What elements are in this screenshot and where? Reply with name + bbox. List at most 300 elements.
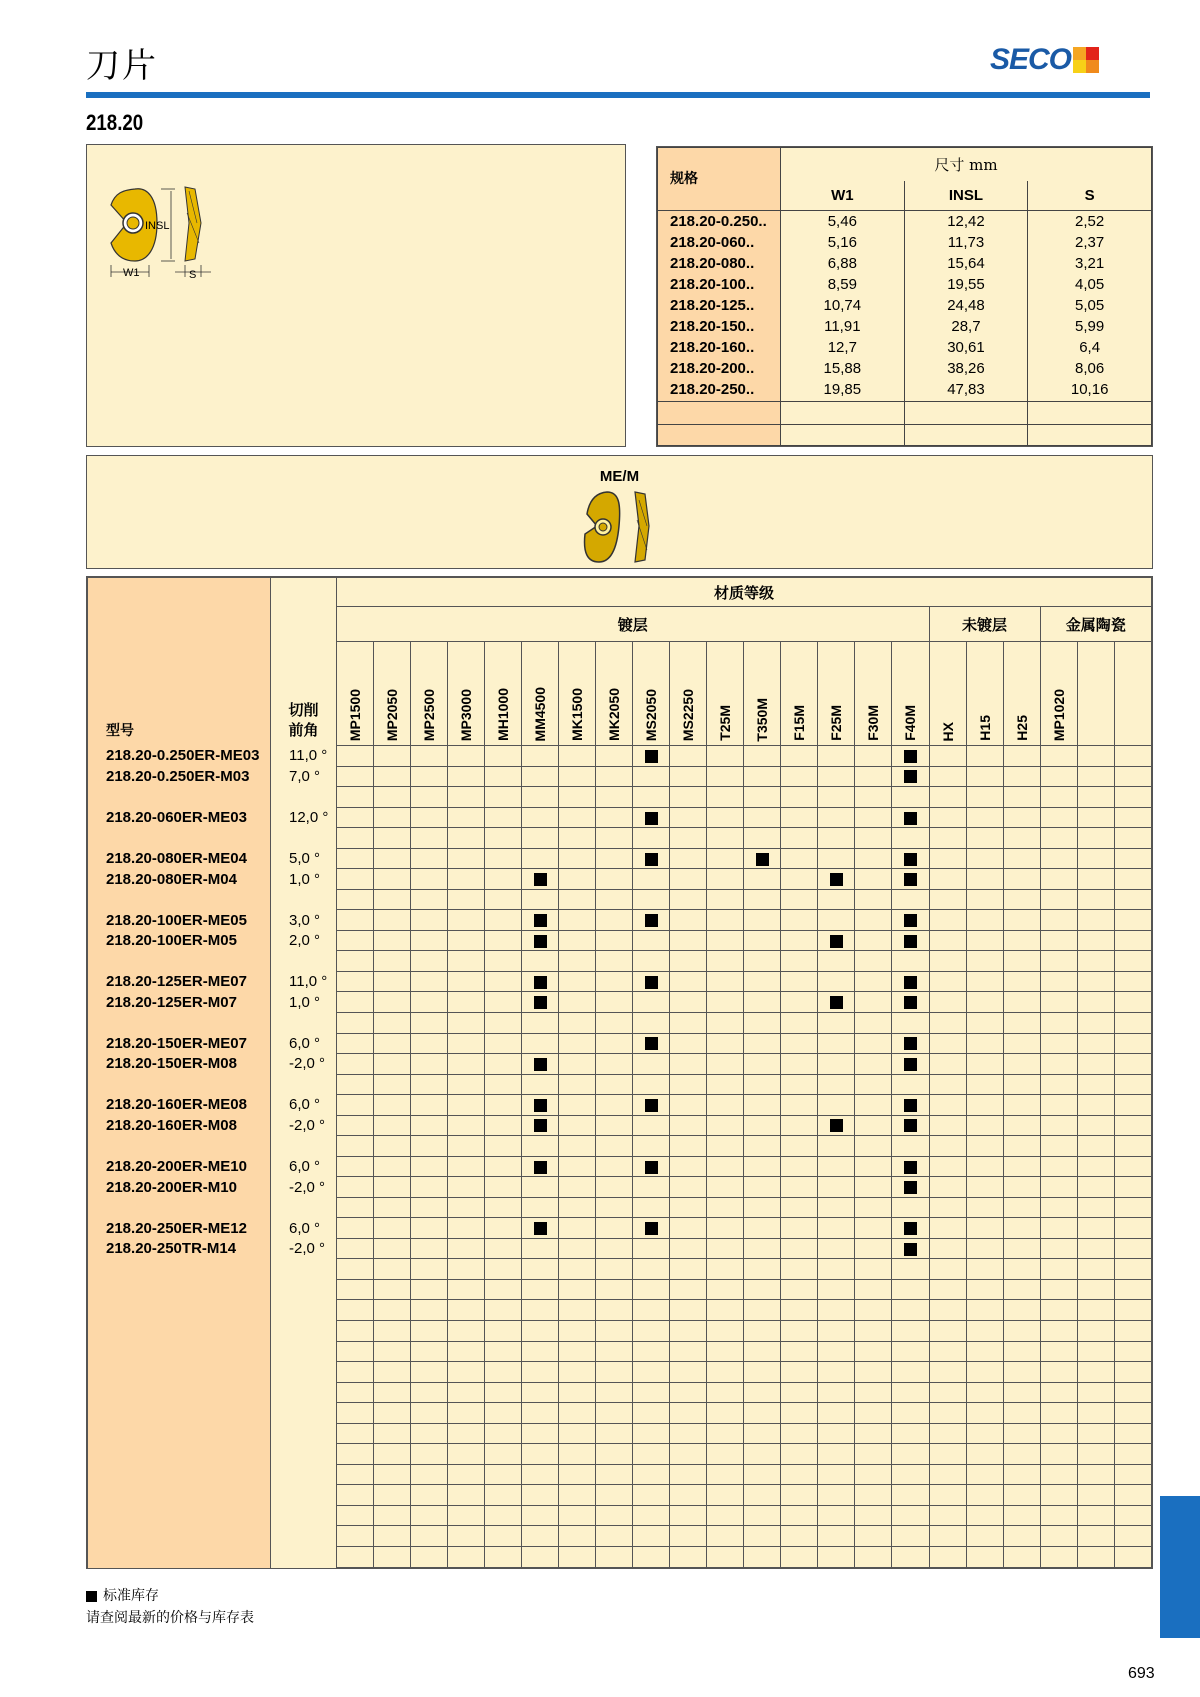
grade-cell <box>1040 1526 1077 1547</box>
grade-cell <box>818 787 855 808</box>
grade-column-header: MP3000 <box>448 642 485 746</box>
section-code: 218.20 <box>86 110 144 135</box>
grade-cell <box>1040 1485 1077 1506</box>
grade-cell <box>707 1033 744 1054</box>
grade-cell <box>485 1136 522 1157</box>
dimension-row <box>658 316 1152 337</box>
grade-cell <box>892 1054 929 1075</box>
grade-cell <box>1040 1197 1077 1218</box>
stock-square-icon <box>830 935 843 948</box>
grade-cell <box>1003 869 1040 890</box>
grade-cell <box>1003 1136 1040 1157</box>
grade-column-header: T25M <box>707 642 744 746</box>
grade-cell <box>1040 1341 1077 1362</box>
grade-cell <box>781 1300 818 1321</box>
grade-cell <box>596 1074 633 1095</box>
s-cell: 5,99 <box>1028 316 1152 337</box>
grade-cell <box>1114 1238 1151 1259</box>
grade-cell <box>892 1095 929 1116</box>
grade-cell <box>1003 1238 1040 1259</box>
grade-cell <box>707 1197 744 1218</box>
grade-cell <box>707 930 744 951</box>
insert-code-cell: 218.20-160ER-ME08 <box>88 1095 271 1116</box>
grade-cell <box>966 807 1003 828</box>
grade-cell <box>818 1505 855 1526</box>
stock-square-icon <box>645 1161 658 1174</box>
grade-cell <box>337 1218 374 1239</box>
spec-cell: 218.20-060.. <box>658 232 781 253</box>
grade-cell <box>966 1054 1003 1075</box>
grade-cell <box>559 971 596 992</box>
insert-code-cell: 218.20-150ER-ME07 <box>88 1033 271 1054</box>
grade-column-header: F30M <box>855 642 892 746</box>
grade-cell <box>781 746 818 767</box>
grade-cell <box>818 992 855 1013</box>
grade-cell <box>596 787 633 808</box>
grade-cell <box>411 1259 448 1280</box>
insert-code-cell: 218.20-100ER-M05 <box>88 930 271 951</box>
grade-cell <box>1003 1218 1040 1239</box>
grade-cell <box>855 787 892 808</box>
grade-cell <box>892 766 929 787</box>
grade-cell <box>596 1259 633 1280</box>
grade-cell <box>485 1341 522 1362</box>
grade-cell <box>337 1074 374 1095</box>
grade-cell <box>1077 766 1114 787</box>
grade-cell <box>596 1341 633 1362</box>
grade-cell <box>1077 807 1114 828</box>
grade-cell <box>855 848 892 869</box>
grade-cell <box>818 807 855 828</box>
grade-cell <box>559 1485 596 1506</box>
rake-angle-cell: 6,0 ° <box>271 1218 337 1239</box>
rake-angle-cell <box>271 1279 337 1300</box>
page-title: 刀片 <box>86 46 158 86</box>
grade-cell <box>1003 1444 1040 1465</box>
rake-angle-cell: -2,0 ° <box>271 1177 337 1198</box>
rake-angle-cell <box>271 1259 337 1280</box>
insl-cell: 38,26 <box>904 359 1028 380</box>
grade-cell <box>337 951 374 972</box>
insert-code-cell <box>88 1197 271 1218</box>
grade-cell <box>855 828 892 849</box>
grade-cell <box>522 930 559 951</box>
grade-cell <box>892 746 929 767</box>
grade-cell <box>559 1464 596 1485</box>
grade-cell <box>855 1341 892 1362</box>
grade-cell <box>1003 1546 1040 1567</box>
grade-cell <box>374 1546 411 1567</box>
grade-cell <box>781 1362 818 1383</box>
grade-cell <box>744 1033 781 1054</box>
grade-cell <box>485 828 522 849</box>
grade-cell <box>596 828 633 849</box>
grade-cell <box>892 1485 929 1506</box>
grade-cell <box>781 951 818 972</box>
grade-cell <box>633 1095 670 1116</box>
grade-group-header: 材质等级 <box>337 578 1152 607</box>
rake-angle-cell <box>271 1300 337 1321</box>
grade-cell <box>929 1546 966 1567</box>
grade-cell <box>374 930 411 951</box>
grade-cell <box>744 1423 781 1444</box>
grade-cell <box>1077 1505 1114 1526</box>
grade-cell <box>892 1197 929 1218</box>
grade-cell <box>448 1526 485 1547</box>
grade-cell <box>633 869 670 890</box>
grade-cell <box>1003 1300 1040 1321</box>
grade-cell <box>781 1197 818 1218</box>
grade-cell <box>744 1546 781 1567</box>
grade-cell <box>559 848 596 869</box>
grade-cell <box>522 1505 559 1526</box>
grade-cell <box>1077 1136 1114 1157</box>
grade-cell <box>559 1033 596 1054</box>
grade-cell <box>337 1485 374 1506</box>
grade-cell <box>855 807 892 828</box>
grade-cell <box>1040 1300 1077 1321</box>
grade-cell <box>707 1279 744 1300</box>
stock-square-icon <box>645 976 658 989</box>
grade-cell <box>781 1177 818 1198</box>
grade-cell <box>1003 1115 1040 1136</box>
grade-cell <box>337 848 374 869</box>
grade-cell <box>485 1546 522 1567</box>
grade-cell <box>707 1526 744 1547</box>
grade-cell <box>966 1177 1003 1198</box>
grade-cell <box>892 1218 929 1239</box>
grade-cell <box>1040 1074 1077 1095</box>
grade-cell <box>522 1054 559 1075</box>
grade-cell <box>1114 951 1151 972</box>
grade-cell <box>485 1464 522 1485</box>
grade-cell <box>855 1177 892 1198</box>
grade-cell <box>1077 1444 1114 1465</box>
grade-cell <box>966 1505 1003 1526</box>
grade-cell <box>633 1341 670 1362</box>
grade-cell <box>448 1013 485 1034</box>
rake-angle-cell: 7,0 ° <box>271 766 337 787</box>
grade-cell <box>707 787 744 808</box>
grade-cell <box>633 1259 670 1280</box>
grade-cell <box>633 1074 670 1095</box>
grade-cell <box>1077 971 1114 992</box>
grade-cell <box>670 1423 707 1444</box>
grade-cell <box>522 766 559 787</box>
grade-cell <box>707 1218 744 1239</box>
grade-row <box>88 1300 1152 1321</box>
grade-cell <box>855 1526 892 1547</box>
grade-cell <box>485 1177 522 1198</box>
grade-cell <box>1077 1423 1114 1444</box>
grade-cell <box>633 951 670 972</box>
grade-row <box>88 1259 1152 1280</box>
grade-cell <box>855 1485 892 1506</box>
grade-cell <box>411 1136 448 1157</box>
grade-cell <box>448 1259 485 1280</box>
grade-subgroup-header: 镀层 <box>337 607 930 642</box>
grade-cell <box>892 1074 929 1095</box>
grade-cell <box>596 1013 633 1034</box>
seco-logo <box>990 44 1099 76</box>
grade-cell <box>374 951 411 972</box>
grade-cell <box>855 1136 892 1157</box>
grade-cell <box>855 746 892 767</box>
grade-cell <box>522 1464 559 1485</box>
insert-code-cell: 218.20-0.250ER-M03 <box>88 766 271 787</box>
grade-cell <box>485 1526 522 1547</box>
grade-cell <box>744 1054 781 1075</box>
grade-cell <box>448 746 485 767</box>
insl-label: INSL <box>145 220 170 232</box>
grade-cell <box>596 1546 633 1567</box>
grade-cell <box>448 1505 485 1526</box>
grade-cell <box>1114 910 1151 931</box>
grade-cell <box>929 1362 966 1383</box>
grade-cell <box>522 971 559 992</box>
s-cell: 10,16 <box>1028 380 1152 402</box>
grade-cell <box>781 1546 818 1567</box>
rake-angle-cell <box>271 1546 337 1567</box>
grade-cell <box>744 1526 781 1547</box>
grade-cell <box>1040 787 1077 808</box>
grade-cell <box>522 848 559 869</box>
grade-cell <box>1114 1444 1151 1465</box>
grade-cell <box>966 1218 1003 1239</box>
grade-row <box>88 766 1152 787</box>
grade-cell <box>1003 889 1040 910</box>
grade-cell <box>1040 1423 1077 1444</box>
grade-cell <box>448 1156 485 1177</box>
grade-cell <box>707 910 744 931</box>
grade-cell <box>1077 910 1114 931</box>
grade-cell <box>374 1177 411 1198</box>
grade-cell <box>1003 1526 1040 1547</box>
rake-angle-cell <box>271 1444 337 1465</box>
grade-cell <box>1114 746 1151 767</box>
grade-cell <box>744 869 781 890</box>
grade-cell <box>633 1300 670 1321</box>
grade-cell <box>781 971 818 992</box>
grade-cell <box>744 1300 781 1321</box>
grade-cell <box>374 1259 411 1280</box>
grade-cell <box>744 1115 781 1136</box>
stock-square-icon <box>904 853 917 866</box>
dimension-table <box>657 147 1152 446</box>
grade-cell <box>744 1320 781 1341</box>
grade-cell <box>411 992 448 1013</box>
grade-cell <box>744 1341 781 1362</box>
grade-cell <box>818 1136 855 1157</box>
grade-cell <box>1040 1320 1077 1341</box>
grade-cell <box>670 1320 707 1341</box>
grade-cell <box>1003 1177 1040 1198</box>
grade-cell <box>522 1485 559 1506</box>
grade-cell <box>744 1136 781 1157</box>
grade-cell <box>707 1095 744 1116</box>
insert-code-cell <box>88 1136 271 1157</box>
grade-cell <box>596 951 633 972</box>
grade-cell <box>929 910 966 931</box>
grade-cell <box>1040 992 1077 1013</box>
grade-cell <box>855 1156 892 1177</box>
grade-cell <box>485 1485 522 1506</box>
grade-cell <box>781 807 818 828</box>
grade-cell <box>744 1279 781 1300</box>
grade-cell <box>1040 971 1077 992</box>
insert-code-cell <box>88 1074 271 1095</box>
stock-square-icon <box>830 996 843 1009</box>
grade-column-header: MK1500 <box>559 642 596 746</box>
grade-cell <box>596 1054 633 1075</box>
grade-cell <box>855 1013 892 1034</box>
grade-cell <box>966 1403 1003 1424</box>
spec-cell: 218.20-080.. <box>658 253 781 274</box>
grade-cell <box>559 766 596 787</box>
grade-cell <box>522 1423 559 1444</box>
insert-code-cell <box>88 1259 271 1280</box>
grade-cell <box>1077 1238 1114 1259</box>
grade-cell <box>818 1054 855 1075</box>
grade-cell <box>522 869 559 890</box>
grade-cell <box>966 1423 1003 1444</box>
grade-cell <box>707 1259 744 1280</box>
grade-cell <box>522 1444 559 1465</box>
grade-table <box>87 577 1152 1568</box>
grade-cell <box>855 1074 892 1095</box>
insl-cell: 28,7 <box>904 316 1028 337</box>
grade-cell <box>707 971 744 992</box>
grade-cell <box>411 930 448 951</box>
rake-angle-cell <box>271 787 337 808</box>
grade-cell <box>892 992 929 1013</box>
grade-cell <box>892 1320 929 1341</box>
grade-cell <box>1114 1546 1151 1567</box>
grade-cell <box>1114 971 1151 992</box>
grade-column-header: MP2050 <box>374 642 411 746</box>
grade-column-header: T350M <box>744 642 781 746</box>
grade-cell <box>596 1423 633 1444</box>
grade-cell <box>929 807 966 828</box>
grade-row <box>88 951 1152 972</box>
grade-cell <box>929 1156 966 1177</box>
grade-cell <box>485 1156 522 1177</box>
grade-row <box>88 1013 1152 1034</box>
grade-cell <box>707 807 744 828</box>
grade-cell <box>337 1526 374 1547</box>
stock-square-icon <box>645 1222 658 1235</box>
grade-cell <box>744 807 781 828</box>
grade-cell <box>485 1300 522 1321</box>
grade-cell <box>374 1444 411 1465</box>
grade-cell <box>1077 1197 1114 1218</box>
grade-cell <box>1003 1156 1040 1177</box>
grade-cell <box>337 1136 374 1157</box>
grade-cell <box>1040 848 1077 869</box>
grade-cell <box>1114 1259 1151 1280</box>
grade-cell <box>892 1279 929 1300</box>
insert-dimension-drawing <box>105 183 245 293</box>
insert-code-cell: 218.20-100ER-ME05 <box>88 910 271 931</box>
grade-cell <box>744 1444 781 1465</box>
insert-code-cell <box>88 1464 271 1485</box>
grade-cell <box>559 1423 596 1444</box>
grade-cell <box>633 807 670 828</box>
grade-cell <box>670 1341 707 1362</box>
grade-cell <box>1040 1238 1077 1259</box>
grade-cell <box>633 1485 670 1506</box>
grade-cell <box>1114 1054 1151 1075</box>
insert-code-cell <box>88 1279 271 1300</box>
grade-cell <box>818 1033 855 1054</box>
type-header: 型号 <box>88 578 271 746</box>
grade-cell <box>485 746 522 767</box>
grade-cell <box>855 1403 892 1424</box>
grade-cell <box>1114 1403 1151 1424</box>
grade-cell <box>744 1382 781 1403</box>
grade-cell <box>448 1074 485 1095</box>
grade-cell <box>1114 1300 1151 1321</box>
grade-cell <box>374 910 411 931</box>
grade-cell <box>966 910 1003 931</box>
grade-cell <box>337 1156 374 1177</box>
grade-cell <box>892 1464 929 1485</box>
grade-cell <box>448 951 485 972</box>
grade-cell <box>855 1054 892 1075</box>
stock-square-icon <box>904 1058 917 1071</box>
grade-row <box>88 971 1152 992</box>
insl-cell: 19,55 <box>904 274 1028 295</box>
grade-cell <box>633 1320 670 1341</box>
grade-cell <box>966 1526 1003 1547</box>
grade-cell <box>818 1177 855 1198</box>
grade-cell <box>1077 951 1114 972</box>
grade-cell <box>818 1444 855 1465</box>
insert-code-cell <box>88 889 271 910</box>
rake-angle-header: 切削 前角 <box>271 578 337 746</box>
grade-cell <box>929 1115 966 1136</box>
grade-cell <box>1077 1156 1114 1177</box>
grade-cell <box>411 746 448 767</box>
grade-cell <box>744 1074 781 1095</box>
grade-cell <box>1077 1279 1114 1300</box>
grade-cell <box>670 951 707 972</box>
grade-cell <box>559 1300 596 1321</box>
grade-cell <box>1003 1074 1040 1095</box>
grade-cell <box>892 1259 929 1280</box>
grade-cell <box>929 1259 966 1280</box>
grade-cell <box>670 1136 707 1157</box>
w1-cell: 15,88 <box>781 359 905 380</box>
grade-row <box>88 1546 1152 1567</box>
stock-square-icon <box>645 853 658 866</box>
grade-cell <box>1003 1403 1040 1424</box>
grade-cell <box>596 1177 633 1198</box>
grade-cell <box>633 766 670 787</box>
grade-cell <box>781 1341 818 1362</box>
grade-cell <box>1040 1259 1077 1280</box>
grade-cell <box>1003 1095 1040 1116</box>
grade-cell <box>448 930 485 951</box>
grade-cell <box>707 951 744 972</box>
grade-cell <box>411 766 448 787</box>
grade-cell <box>411 1115 448 1136</box>
insert-code-cell <box>88 1341 271 1362</box>
grade-cell <box>1077 1526 1114 1547</box>
grade-cell <box>818 910 855 931</box>
grade-cell <box>337 971 374 992</box>
stock-square-icon <box>534 914 547 927</box>
